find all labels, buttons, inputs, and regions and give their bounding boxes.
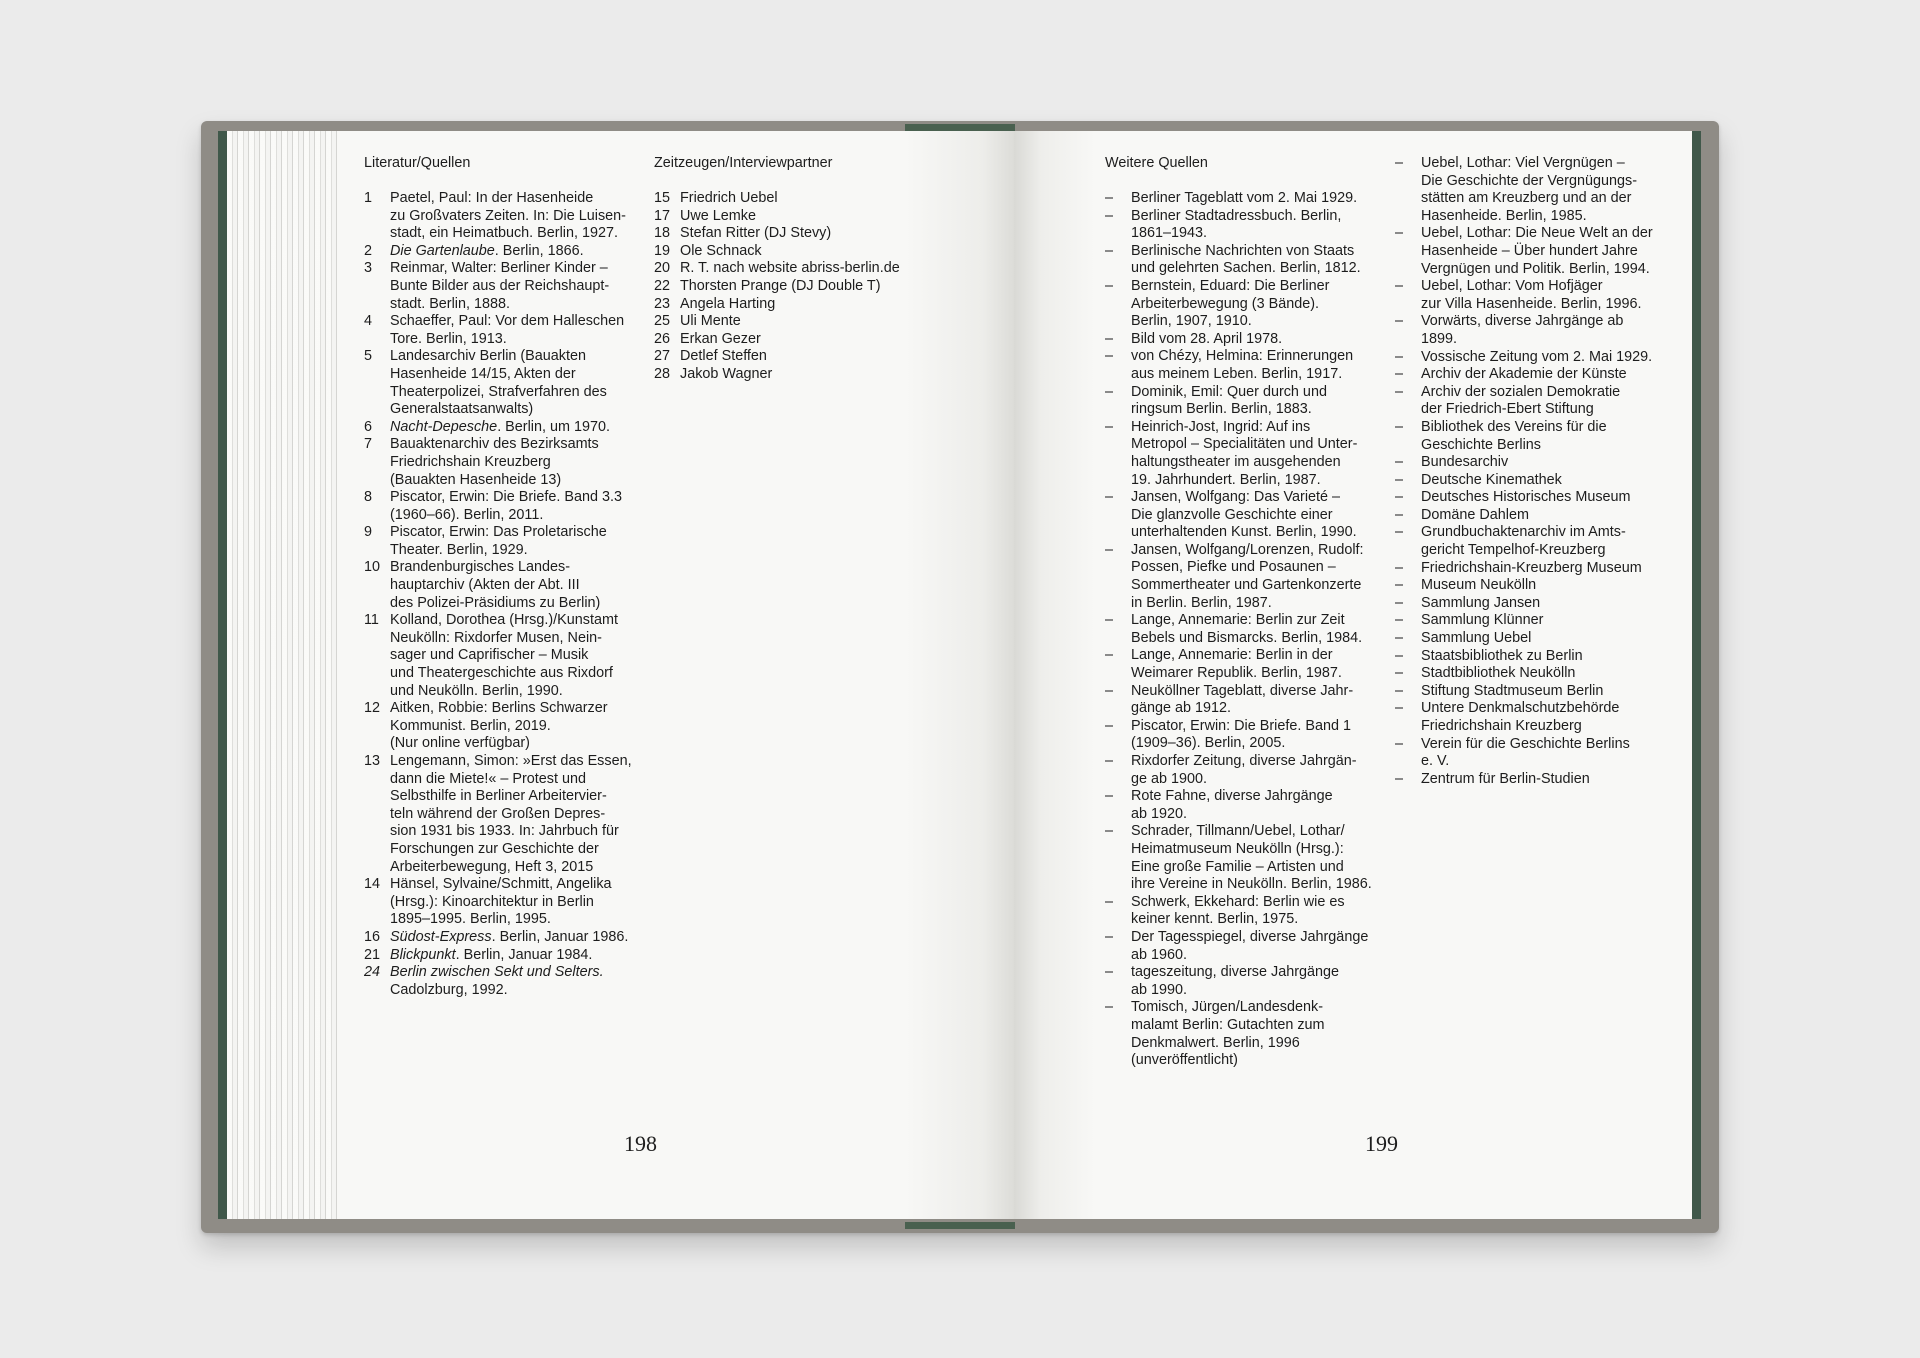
- entry-text: [680, 278, 881, 296]
- entry-text: [680, 366, 772, 384]
- list-item: [654, 243, 914, 261]
- dash-bullet: –: [1395, 630, 1404, 647]
- entry-detail: Uli Mente: [680, 313, 741, 330]
- entry-detail: Aitken, Robbie: Berlins Schwarzer Kommunist. Berlin, 2019. (Nur online verfügbar): [390, 700, 608, 752]
- entry-title-italic: Berlin zwischen Sekt und Selters.: [390, 964, 604, 981]
- dash-bullet: –: [1105, 207, 1114, 224]
- list-item: [1105, 929, 1375, 964]
- list-item: [1395, 454, 1665, 472]
- list-item: [1105, 823, 1375, 893]
- list-item: [1105, 753, 1375, 788]
- entry-detail: . Berlin, um 1970.: [497, 418, 610, 435]
- entry-text: Bild vom 28. April 1978.: [1131, 330, 1283, 347]
- list-item: [1395, 736, 1665, 771]
- list-item: [1395, 560, 1665, 578]
- dash-bullet: –: [1395, 366, 1404, 383]
- entry-detail: Bauaktenarchiv des Bezirksamts Friedrichshain Kreuzberg (Bauakten Hasenheide 13): [390, 436, 599, 488]
- list-item: [364, 612, 634, 700]
- headband-bottom: [905, 1222, 1015, 1229]
- entry-text: Berlinische Nachrichten von Staats und gelehrten Sachen. Berlin, 1812.: [1131, 242, 1361, 277]
- list-item: [1105, 489, 1375, 542]
- entry-detail: Detlef Steffen: [680, 348, 767, 365]
- entry-text: Schrader, Tillmann/Uebel, Lothar/ Heimatmuseum Neukölln (Hrsg.): Eine große Familie – Artisten und ihre Vereine in Neukölln. Berlin, 1986.: [1131, 823, 1372, 893]
- heading-literatur: Literatur/Quellen: [364, 155, 471, 171]
- entry-text: Uebel, Lothar: Viel Vergnügen – Die Geschichte der Vergnügungs- stätten am Kreuzberg und an der Hasenheide. Berlin, 1985.: [1421, 155, 1637, 224]
- list-item: [654, 331, 914, 349]
- entry-text: [390, 876, 612, 929]
- entry-title-italic: Blickpunkt: [390, 946, 456, 963]
- entry-text: [390, 964, 604, 999]
- cover-edge-right: [1692, 131, 1701, 1219]
- entry-number: 17: [654, 207, 671, 224]
- entry-number: 8: [364, 489, 373, 506]
- entry-detail: Piscator, Erwin: Das Proletarische Theater. Berlin, 1929.: [390, 524, 607, 558]
- list-item: [654, 208, 914, 226]
- dash-bullet: –: [1105, 541, 1114, 558]
- entry-text: [390, 313, 624, 348]
- entry-detail: Brandenburgisches Landes- hauptarchiv (Akten der Abt. III des Polizei-Präsidiums zu Berlin): [390, 559, 601, 611]
- list-item: [654, 225, 914, 243]
- entry-text: [390, 700, 608, 753]
- page-stack-edges: [227, 131, 337, 1219]
- list-item: [1395, 771, 1665, 789]
- list-item: [1395, 683, 1665, 701]
- list-item: [1105, 243, 1375, 278]
- dash-bullet: –: [1395, 577, 1404, 594]
- entry-text: tageszeitung, diverse Jahrgänge ab 1990.: [1131, 964, 1340, 998]
- entry-detail: Cadolzburg, 1992.: [390, 981, 508, 998]
- entry-text: Grundbuchaktenarchiv im Amts- gericht Tempelhof-Kreuzberg: [1421, 524, 1626, 559]
- entry-text: [390, 524, 607, 559]
- entry-text: [680, 190, 778, 208]
- dash-bullet: –: [1395, 665, 1404, 682]
- entry-detail: Piscator, Erwin: Die Briefe. Band 3.3 (1960–66). Berlin, 2011.: [390, 489, 622, 523]
- entry-number: 1: [364, 190, 373, 206]
- list-item: [1105, 647, 1375, 682]
- entry-number: 25: [654, 313, 671, 330]
- list-item: [364, 559, 634, 612]
- list-item: [364, 313, 634, 348]
- dash-bullet: –: [1105, 999, 1114, 1016]
- entry-text: [680, 260, 900, 278]
- dash-bullet: –: [1395, 700, 1404, 717]
- list-item: [654, 296, 914, 314]
- list-item: [1105, 384, 1375, 419]
- entry-text: Sammlung Klünner: [1421, 612, 1544, 629]
- entry-text: Stadtbibliothek Neukölln: [1421, 665, 1576, 682]
- list-item: [1105, 683, 1375, 718]
- list-item: [1105, 718, 1375, 753]
- list-item: [1395, 489, 1665, 507]
- literatur-list: [364, 190, 634, 999]
- list-item: [1395, 472, 1665, 490]
- entry-title-italic: Nacht-Depesche: [390, 418, 498, 435]
- dash-bullet: –: [1395, 612, 1404, 629]
- entry-detail: Kolland, Dorothea (Hrsg.)/Kunstamt Neukölln: Rixdorfer Musen, Nein- sager und Caprifischer – Musik und Theatergeschichte aus Rixdorf und Neukölln. Berlin, 1990.: [390, 612, 618, 699]
- entry-text: [390, 559, 600, 612]
- entry-text: Archiv der Akademie der Künste: [1421, 366, 1627, 383]
- entry-text: Vorwärts, diverse Jahrgänge ab 1899.: [1421, 313, 1624, 347]
- entry-text: Bernstein, Eduard: Die Berliner Arbeiterbewegung (3 Bände). Berlin, 1907, 1910.: [1131, 277, 1330, 330]
- list-item: [1395, 225, 1665, 278]
- entry-text: [390, 348, 607, 418]
- entry-text: [680, 225, 831, 243]
- list-item: [654, 190, 914, 208]
- entry-text: [390, 612, 618, 700]
- entry-text: [680, 243, 762, 261]
- entry-text: [390, 929, 628, 947]
- entry-text: Lange, Annemarie: Berlin zur Zeit Bebels und Bismarcks. Berlin, 1984.: [1131, 612, 1363, 646]
- entry-text: [390, 489, 622, 524]
- entry-text: [390, 419, 610, 437]
- entry-text: Vossische Zeitung vom 2. Mai 1929.: [1421, 348, 1653, 365]
- dash-bullet: –: [1395, 489, 1404, 506]
- entry-detail: Erkan Gezer: [680, 330, 761, 347]
- entry-number: 26: [654, 330, 671, 347]
- dash-bullet: –: [1105, 612, 1114, 629]
- entry-number: 2: [364, 242, 373, 259]
- entry-detail: Hänsel, Sylvaine/Schmitt, Angelika (Hrsg.): Kinoarchitektur in Berlin 1895–1995. Berlin, 1995.: [390, 876, 612, 928]
- list-item: [364, 876, 634, 929]
- entry-text: Domäne Dahlem: [1421, 506, 1529, 523]
- list-item: [1105, 278, 1375, 331]
- entry-number: 5: [364, 348, 373, 365]
- dash-bullet: –: [1105, 682, 1114, 699]
- entry-detail: Angela Harting: [680, 295, 776, 312]
- entry-text: Uebel, Lothar: Vom Hofjäger zur Villa Hasenheide. Berlin, 1996.: [1421, 278, 1642, 312]
- dash-bullet: –: [1395, 155, 1404, 171]
- entry-number: 22: [654, 277, 671, 294]
- list-item: [1395, 577, 1665, 595]
- dash-bullet: –: [1395, 454, 1404, 471]
- list-item: [1105, 999, 1375, 1069]
- dash-bullet: –: [1105, 348, 1114, 365]
- dash-bullet: –: [1395, 225, 1404, 242]
- dash-bullet: –: [1105, 489, 1114, 506]
- entry-text: Sammlung Uebel: [1421, 630, 1532, 647]
- list-item: [1395, 595, 1665, 613]
- dash-bullet: –: [1395, 383, 1404, 400]
- list-item: [364, 243, 634, 261]
- dash-bullet: –: [1105, 717, 1114, 734]
- page-number-left: 198: [624, 1131, 657, 1156]
- entry-detail: . Berlin, 1866.: [494, 242, 584, 259]
- entry-detail: . Berlin, Januar 1986.: [491, 928, 629, 945]
- list-item: [1395, 648, 1665, 666]
- entry-text: [390, 243, 584, 261]
- entry-text: Jansen, Wolfgang/Lorenzen, Rudolf: Possen, Piefke und Posaunen – Sommertheater und Gartenkonzerte in Berlin. Berlin, 1987.: [1131, 541, 1364, 611]
- dash-bullet: –: [1395, 770, 1404, 787]
- list-item: [654, 366, 914, 384]
- list-item: [364, 964, 634, 999]
- list-item: [1105, 964, 1375, 999]
- entry-number: 28: [654, 365, 671, 382]
- entry-detail: . Berlin, Januar 1984.: [455, 946, 593, 963]
- entry-detail: Schaeffer, Paul: Vor dem Halleschen Tore. Berlin, 1913.: [390, 313, 625, 347]
- entry-text: [680, 331, 761, 349]
- dash-bullet: –: [1105, 277, 1114, 294]
- list-item: [1395, 155, 1665, 225]
- list-item: [1395, 313, 1665, 348]
- entry-text: [680, 296, 775, 314]
- cover-edge-left: [218, 131, 227, 1219]
- entry-text: Staatsbibliothek zu Berlin: [1421, 647, 1583, 664]
- list-item: [1105, 208, 1375, 243]
- entry-title-italic: Südost-Express: [390, 928, 492, 945]
- list-item: [1395, 700, 1665, 735]
- zeitzeugen-list: [654, 190, 914, 384]
- entry-detail: Paetel, Paul: In der Hasenheide zu Großvaters Zeiten. In: Die Luisen- stadt, ein Heimatbuch. Berlin, 1927.: [390, 190, 626, 242]
- list-item: [364, 260, 634, 313]
- entry-text: [390, 260, 609, 313]
- entry-text: Deutsche Kinemathek: [1421, 471, 1562, 488]
- entry-number: 7: [364, 436, 373, 453]
- entry-number: 10: [364, 559, 381, 576]
- entry-detail: Lengemann, Simon: »Erst das Essen, dann die Miete!« – Protest und Selbsthilfe in Berliner Arbeitervier- teln während der Großen Depres- sion 1931 bis 1933. In: Jahrbuch für Forschungen zur Geschichte der Arbeiterbewegung, Heft 3, 2015: [390, 753, 632, 875]
- list-item: [1105, 419, 1375, 489]
- entry-text: [390, 436, 599, 489]
- entry-text: Archiv der sozialen Demokratie der Friedrich-Ebert Stiftung: [1421, 383, 1621, 418]
- list-item: [364, 947, 634, 965]
- entry-detail: Thorsten Prange (DJ Double T): [680, 277, 881, 294]
- list-item: [1395, 366, 1665, 384]
- dash-bullet: –: [1395, 735, 1404, 752]
- dash-bullet: –: [1105, 823, 1114, 840]
- dash-bullet: –: [1395, 348, 1404, 365]
- entry-number: 14: [364, 876, 381, 893]
- entry-text: Berliner Tageblatt vom 2. Mai 1929.: [1131, 190, 1358, 206]
- list-item: [1105, 190, 1375, 208]
- list-item: [364, 348, 634, 418]
- list-item: [364, 753, 634, 876]
- list-item: [1105, 331, 1375, 349]
- entry-text: Verein für die Geschichte Berlins e. V.: [1421, 735, 1630, 770]
- list-item: [1105, 542, 1375, 612]
- entry-number: 6: [364, 418, 373, 435]
- entry-detail: Ole Schnack: [680, 242, 762, 259]
- entry-number: 12: [364, 700, 381, 717]
- entry-text: von Chézy, Helmina: Erinnerungen aus meinem Leben. Berlin, 1917.: [1131, 348, 1354, 382]
- entry-detail: Reinmar, Walter: Berliner Kinder – Bunte Bilder aus der Reichshaupt- stadt. Berlin, 1888.: [390, 260, 610, 312]
- entry-number: 20: [654, 260, 671, 277]
- list-item: [1395, 665, 1665, 683]
- entry-text: Rote Fahne, diverse Jahrgänge ab 1920.: [1131, 788, 1333, 822]
- list-item: [364, 419, 634, 437]
- list-item: [654, 260, 914, 278]
- entry-detail: R. T. nach website abriss-berlin.de: [680, 260, 900, 277]
- entry-text: Tomisch, Jürgen/Landesdenk- malamt Berlin: Gutachten zum Denkmalwert. Berlin, 1996 (unveröffentlicht): [1131, 999, 1325, 1069]
- dash-bullet: –: [1105, 753, 1114, 769]
- dash-bullet: –: [1105, 647, 1114, 664]
- entry-number: 16: [364, 928, 381, 945]
- weitere-quellen-list-2: [1395, 155, 1665, 788]
- list-item: [1105, 348, 1375, 383]
- dash-bullet: –: [1105, 418, 1114, 435]
- dash-bullet: –: [1105, 788, 1114, 805]
- list-item: [1395, 278, 1665, 313]
- entry-title-italic: Die Gartenlaube: [390, 242, 495, 259]
- list-item: [1395, 507, 1665, 525]
- entry-number: 19: [654, 242, 671, 259]
- heading-weitere-quellen: Weitere Quellen: [1105, 155, 1208, 171]
- entry-number: 4: [364, 313, 373, 330]
- entry-text: Untere Denkmalschutzbehörde Friedrichshain Kreuzberg: [1421, 700, 1620, 734]
- list-item: [1105, 612, 1375, 647]
- dash-bullet: –: [1105, 964, 1114, 981]
- dash-bullet: –: [1395, 471, 1404, 488]
- dash-bullet: –: [1105, 383, 1114, 400]
- entry-text: Rixdorfer Zeitung, diverse Jahrgän- ge ab 1900.: [1131, 753, 1357, 787]
- entry-number: 27: [654, 348, 671, 365]
- dash-bullet: –: [1105, 330, 1114, 347]
- entry-text: Sammlung Jansen: [1421, 594, 1541, 611]
- entry-text: Heinrich-Jost, Ingrid: Auf ins Metropol – Specialitäten und Unter- haltungstheater im ausgehenden 19. Jahrhundert. Berlin, 1987.: [1131, 418, 1358, 488]
- entry-number: 21: [364, 946, 381, 963]
- entry-number: 11: [364, 612, 379, 629]
- heading-zeitzeugen: Zeitzeugen/Interviewpartner: [654, 155, 833, 171]
- dash-bullet: –: [1395, 524, 1404, 541]
- list-item: [1395, 349, 1665, 367]
- list-item: [654, 313, 914, 331]
- entry-number: 24: [364, 964, 381, 981]
- entry-text: [680, 313, 741, 331]
- list-item: [1395, 612, 1665, 630]
- entry-number: 3: [364, 260, 373, 277]
- list-item: [1105, 788, 1375, 823]
- list-item: [1105, 894, 1375, 929]
- entry-text: Lange, Annemarie: Berlin in der Weimarer Republik. Berlin, 1987.: [1131, 647, 1342, 682]
- entry-text: Zentrum für Berlin-Studien: [1421, 770, 1590, 787]
- page-number-right: 199: [1365, 1131, 1398, 1156]
- list-item: [364, 929, 634, 947]
- entry-text: Schwerk, Ekkehard: Berlin wie es keiner kennt. Berlin, 1975.: [1131, 893, 1345, 928]
- dash-bullet: –: [1395, 594, 1404, 611]
- entry-detail: Landesarchiv Berlin (Bauakten Hasenheide 14/15, Akten der Theaterpolizei, Strafverfahren des Generalstaatsanwalts): [390, 348, 607, 418]
- entry-detail: Jakob Wagner: [680, 365, 773, 382]
- entry-number: 15: [654, 190, 671, 206]
- entry-text: Der Tagesspiegel, diverse Jahrgänge ab 1960.: [1131, 928, 1369, 963]
- entry-text: Stiftung Stadtmuseum Berlin: [1421, 682, 1604, 699]
- entry-text: Dominik, Emil: Quer durch und ringsum Berlin. Berlin, 1883.: [1131, 383, 1327, 418]
- list-item: [364, 190, 634, 243]
- entry-text: Bibliothek des Vereins für die Geschichte Berlins: [1421, 418, 1607, 453]
- entry-text: Uebel, Lothar: Die Neue Welt an der Hasenheide – Über hundert Jahre Vergnügen und Politik. Berlin, 1994.: [1421, 225, 1653, 277]
- entry-text: [390, 947, 592, 965]
- dash-bullet: –: [1395, 278, 1404, 295]
- list-item: [1395, 384, 1665, 419]
- entry-text: Piscator, Erwin: Die Briefe. Band 1 (1909–36). Berlin, 2005.: [1131, 717, 1351, 752]
- list-item: [1395, 524, 1665, 559]
- dash-bullet: –: [1395, 418, 1404, 435]
- entry-detail: Uwe Lemke: [680, 207, 756, 224]
- list-item: [654, 278, 914, 296]
- entry-detail: Stefan Ritter (DJ Stevy): [680, 225, 832, 242]
- dash-bullet: –: [1395, 313, 1404, 330]
- dash-bullet: –: [1105, 190, 1114, 206]
- entry-number: 9: [364, 524, 373, 541]
- list-item: [654, 348, 914, 366]
- dash-bullet: –: [1105, 893, 1114, 910]
- entry-text: [390, 190, 626, 243]
- list-item: [364, 489, 634, 524]
- entry-number: 23: [654, 295, 671, 312]
- entry-text: Deutsches Historisches Museum: [1421, 489, 1631, 506]
- list-item: [1395, 419, 1665, 454]
- dash-bullet: –: [1395, 559, 1404, 576]
- entry-text: Museum Neukölln: [1421, 577, 1537, 594]
- entry-text: [680, 208, 756, 226]
- entry-text: Bundesarchiv: [1421, 454, 1509, 471]
- list-item: [364, 524, 634, 559]
- dash-bullet: –: [1395, 682, 1404, 699]
- entry-text: Berliner Stadtadressbuch. Berlin, 1861–1943.: [1131, 207, 1342, 242]
- headband-top: [905, 124, 1015, 131]
- dash-bullet: –: [1395, 647, 1404, 664]
- list-item: [364, 700, 634, 753]
- entry-detail: Friedrich Uebel: [680, 190, 778, 206]
- dash-bullet: –: [1105, 928, 1114, 945]
- dash-bullet: –: [1105, 242, 1114, 259]
- entry-number: 18: [654, 225, 671, 242]
- dash-bullet: –: [1395, 506, 1404, 523]
- entry-number: 13: [364, 753, 381, 769]
- list-item: [364, 436, 634, 489]
- list-item: [1395, 630, 1665, 648]
- weitere-quellen-list-1: [1105, 190, 1375, 1070]
- entry-text: [390, 753, 632, 876]
- entry-text: [680, 348, 767, 366]
- entry-text: Neuköllner Tageblatt, diverse Jahr- gänge ab 1912.: [1131, 682, 1354, 717]
- entry-text: Jansen, Wolfgang: Das Varieté – Die glanzvolle Geschichte einer unterhaltenden Kunst. Berlin, 1990.: [1131, 489, 1357, 541]
- entry-text: Friedrichshain-Kreuzberg Museum: [1421, 559, 1642, 576]
